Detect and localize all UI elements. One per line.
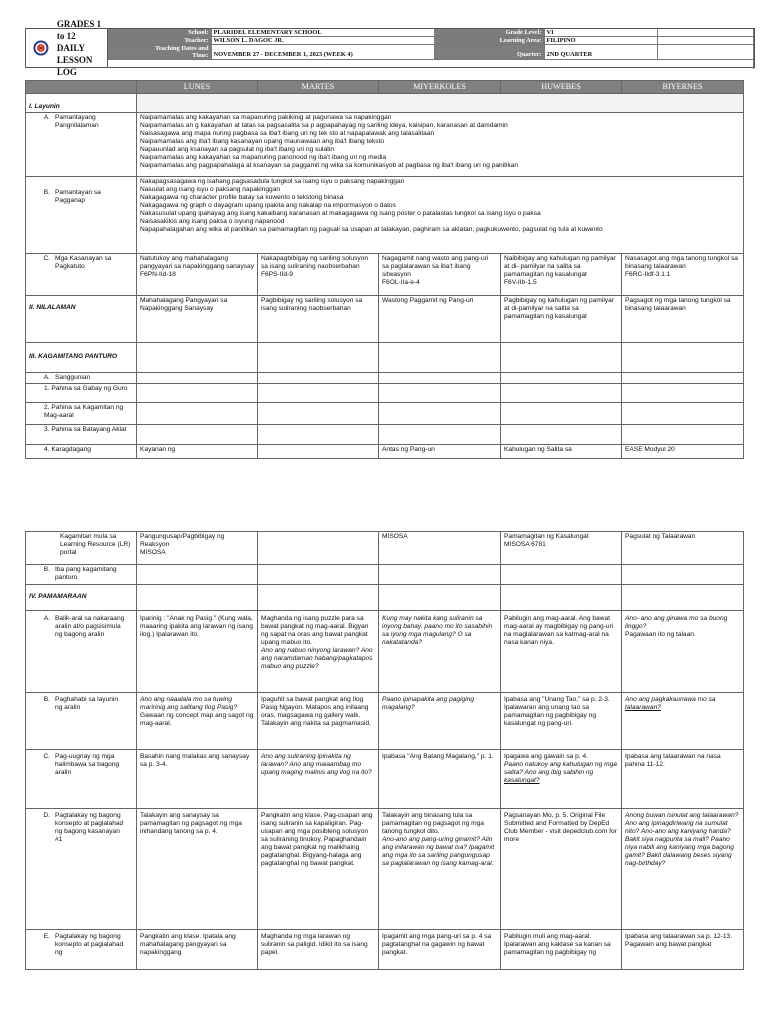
empty-cell	[379, 585, 501, 611]
empty-cell	[137, 565, 258, 585]
cell-text: Maghanda ng isang puzzle para sa bawat pangkat ng mag-aaral. Bigyan ng sapat na oras ang bawat pangkat upang mabuo ito.	[261, 615, 369, 647]
content-line: Naisasakilos ang isang paksa o isyung napanood	[140, 218, 285, 226]
activity-cell: Maghanda ng mga larawan ng suliranin sa paligid. Idikit ito sa isang papel.	[258, 930, 379, 970]
header-spacer	[108, 60, 754, 69]
sanggunian-row	[26, 373, 744, 384]
empty-cell	[622, 343, 744, 373]
kasanayan-row	[26, 254, 744, 296]
row-label	[26, 611, 137, 693]
activity-cell	[622, 611, 744, 693]
cell-text-italic: Paano natukoy ang kahulugan ng mga salita? Ano ang ibig sabihin ng kasalungat?	[504, 761, 617, 785]
content-line: Naipamamalas ang kakayahan sa mapanuring panonood ng iba't ibang uri ng media	[140, 154, 387, 162]
pagtalakay-1-row	[26, 809, 744, 930]
document-header	[25, 18, 743, 78]
row-label-text: Paghahabi sa layunin ng aralin	[55, 696, 119, 712]
day-header-blank	[26, 81, 137, 94]
cell-code: F6PS-IId-9	[261, 271, 293, 279]
activity-cell: Pabilugin ang mag-aaral. Ang bawat mag-aaral ay magbibigay ng pang-uri na maglalarawan sa katmag-aral na nasa kanan niya.	[501, 611, 622, 693]
pamantayang-pangnilalaman-row	[26, 113, 744, 177]
lr-portal-cell	[501, 532, 622, 565]
activity-cell: Pangkatin ang klase. Pag-usapan ang isang suliranin sa kapaligiran. Pag-usapan ang mga posibleng solusyon sa suliraning tinukoy. Papaghandain ang bawat pangkat ng malikhaing pagtatanghal. Bigyang-halaga ang pagtatanghal ng bawat pangkat.	[258, 809, 379, 930]
row-label-text: Sanggunian	[55, 374, 91, 381]
content-line: Nakagagawa ng graph o dayagram upang ipakita ang nakalap na impormasyon o datos	[140, 202, 396, 210]
row-label	[26, 177, 137, 254]
grade-level-label: Grade Level:	[435, 29, 545, 37]
cell-text: Pangungusap/Pagbibigay ng Reaksyon	[140, 533, 225, 549]
pamantayang-pangnilalaman-content	[137, 113, 744, 177]
cell-text: MISOSA	[382, 533, 408, 540]
empty-cell	[137, 384, 258, 403]
lr-portal-cell	[379, 532, 501, 565]
activity-cell: Ipabasa ang talaarawan sa p. 12-13. Pagawain ang bawat pangkat	[622, 930, 744, 970]
cell-text-italic: Ano ang nabuo ninyong larawan? Ano ang naramdaman habang/pagkatapos mabuo ang puzzle?	[261, 647, 373, 671]
activity-cell: Pabilugin muli ang mag-aaral. Ipalarawan ang kaklase sa kanan sa pamamagitan ng pagbibigay ng	[501, 930, 622, 970]
activity-cell: Paano ipinapakita ang pagiging magalang?	[379, 693, 501, 750]
day-header: BIYERNES	[622, 81, 744, 94]
content-line: Naipamamalas ang iba't ibang kasanayan upang maunawaan ang iba't ibang teksto	[140, 138, 385, 146]
activity-cell: Talakayin ang sanaysay sa pamamagitan ng pagsagot ng mga inihandang tanong sa p. 4.	[137, 809, 258, 930]
lesson-log-table-continued	[25, 531, 744, 970]
row-key: C.	[43, 255, 50, 262]
section-spacer	[137, 94, 744, 113]
content-line: Napapahalagahan ang wika at panitikan sa pamamagitan ng pagsali sa usapan at talakayan, paghiram sa aklatan, pagkukuwento, pagsulat ng tula at kuwento	[140, 226, 603, 234]
teaching-dates-value: NOVEMBER 27 - DECEMBER 1, 2023 (WEEK 4)	[212, 45, 435, 60]
empty-cell	[379, 565, 501, 585]
cell-text: Nagagamit nang wasto ang pang-uri sa paglalarawan sa iba't ibang sitwasyon	[382, 255, 489, 279]
pamantayan-sa-pagganap-row	[26, 177, 744, 254]
lesson-log-table	[25, 80, 744, 459]
row-label	[26, 565, 137, 585]
empty-cell	[379, 403, 501, 425]
row-key: A.	[43, 374, 50, 381]
empty-cell	[622, 425, 744, 445]
paghahabi-row	[26, 693, 744, 750]
iba-pang-kagamitan-row	[26, 565, 744, 585]
teaching-dates-label	[108, 45, 212, 60]
batayang-aklat-row	[26, 425, 744, 445]
empty-cell	[258, 373, 379, 384]
kasanayan-cell	[622, 254, 744, 296]
nilalaman-cell: Mahahalagang Pangyayari sa Napakinggang Sanaysay	[137, 296, 258, 343]
activity-cell: Pagsanayan Mo, p. 5. Original File Submitted and Formatted by DepEd Club Member - visit depedclub.com for more	[501, 809, 622, 930]
empty-cell	[622, 585, 744, 611]
lr-portal-cell	[622, 532, 744, 565]
cell-text: Pagawaan ito ng talaan.	[625, 631, 696, 639]
content-line: Naipamamalas ang kakayahan sa mapanuring pakikinig at pagunawa sa napakinggan	[140, 114, 392, 121]
empty-cell	[258, 403, 379, 425]
row-label	[26, 254, 137, 296]
section-title: IV. PAMAMARAAN	[26, 585, 137, 611]
cell-text-italic: Ano-ano ang pang-uring ginamit? Alin ang inilarawan ng bawat isa? Ipagamit ang mga ito sa sariling pangungusap sa paglalarawan ng isang kamag-aral.	[382, 836, 495, 868]
cell-text: Talakayin ang binasang tula sa pamamagitan ng pagsagot ng mga tanong tungkol dito.	[382, 812, 484, 836]
empty-cell	[258, 565, 379, 585]
empty-cell	[501, 373, 622, 384]
header-info-grid	[107, 28, 755, 68]
activity-cell: Ipabasa ang "Unang Tao," sa p. 2-3. Ipalawaran ang unang tao sa pamamagitan ng pagbibigay ng kasalungat ng pang-uri.	[501, 693, 622, 750]
empty-cell	[379, 373, 501, 384]
days-header-row	[26, 81, 744, 94]
underlined-term: talaarawan?	[625, 704, 661, 712]
day-header: MIYERKOLES	[379, 81, 501, 94]
grade-level-value: VI	[545, 29, 658, 37]
cell-text: Natutukoy ang mahahalagang pangyayari sa napakinggang sanaysay	[140, 255, 255, 271]
kasanayan-cell	[501, 254, 622, 296]
empty-cell	[501, 425, 622, 445]
row-label-text: Mga Kasanayan sa Pagkatuto	[55, 255, 112, 271]
activity-cell: Basahin nang malakas ang sanaysay sa p. 3-4.	[137, 750, 258, 809]
nilalaman-cell: Pagbibigay ng sariling solusyon sa isang suliraning naobserbahan	[258, 296, 379, 343]
day-header: HUWEBES	[501, 81, 622, 94]
row-label-text: Pamantayan sa Pagganap	[55, 189, 101, 205]
grades-label: GRADES 1 to 12	[56, 18, 102, 41]
row-label-text: Pagtalakay ng bagong konsepto at paglalahad ng	[55, 933, 124, 957]
cell-text: Nakapagbibigay ng sariling solusyon sa isang suliraning naobserbahan	[261, 255, 369, 271]
activity-cell	[258, 611, 379, 693]
row-key: B.	[43, 696, 50, 703]
empty-cell	[379, 343, 501, 373]
empty-cell	[137, 343, 258, 373]
lr-portal-row	[26, 532, 744, 565]
row-label-text: Pag-uugnay ng mga halimbawa sa bagong aralin	[55, 753, 120, 777]
row-label-text: Pamantayang Pangnilalaman	[55, 114, 99, 130]
content-line: Naisasagawa ang mapa nuring pagbasa sa iba't ibang uri ng tek sto at napapalawak ang talasalitaan	[140, 130, 435, 138]
row-label: 3. Pahina sa Batayang Aklat	[26, 425, 137, 445]
empty-cell	[379, 384, 501, 403]
lr-portal-cell	[137, 532, 258, 565]
row-label: 1. Pahina sa Gabay ng Guro	[26, 384, 137, 403]
karagdagang-cell	[258, 445, 379, 459]
content-line: Naipamamalas an g kakayahan at tatas sa pagsasalita sa p agpapahayag ng sariling ideya, kaisipan, karanasan at damdamin	[140, 122, 508, 130]
empty-cell	[622, 373, 744, 384]
activity-cell	[137, 693, 258, 750]
empty-cell	[137, 425, 258, 445]
content-line: Naiuulat ang isang isyu o paksang napakinggan	[140, 186, 281, 194]
karagdagang-row	[26, 445, 744, 459]
activity-cell: Ipagamit ang mga pang-uri sa p. 4 sa pagtatanghal na gagawin ng bawat pangkat.	[379, 930, 501, 970]
learning-area-label: Learning Area:	[435, 37, 545, 45]
quarter-value: 2ND QUARTER	[545, 45, 658, 60]
row-key: E.	[43, 933, 50, 940]
karagdagang-cell: Antas ng Pang-uri	[379, 445, 501, 459]
empty-cell	[258, 384, 379, 403]
nilalaman-cell: Wastong Paggamit ng Pang-uri	[379, 296, 501, 343]
row-key: D.	[43, 812, 50, 819]
section-title: I. Layunin	[26, 94, 137, 113]
cell-text: Naibibigay ang kahulugan ng pamilyar at di- pamilyar na salita sa pamamagitan ng kasalungat	[504, 255, 616, 279]
empty-cell	[137, 585, 258, 611]
cell-text: Pagsulat ng Talaarawan	[625, 533, 696, 540]
empty-cell	[258, 343, 379, 373]
quarter-label: Quarter:	[435, 45, 545, 60]
row-label	[26, 373, 137, 384]
cell-text-italic: Ano ang naaalala mo sa tuwing maririnig ang salitang Ilog Pasig?	[140, 696, 238, 712]
kagamitan-ng-mag-aaral-row	[26, 403, 744, 425]
activity-cell: Ipabasa "Ang Batang Magalang," p. 1.	[379, 750, 501, 809]
karagdagang-cell: EASE Modyul 20	[622, 445, 744, 459]
row-label: 4. Karagdagang	[26, 445, 137, 459]
empty-cell	[658, 29, 754, 37]
kasanayan-cell	[137, 254, 258, 296]
school-label: School:	[108, 29, 212, 37]
lesson-log-page-1	[25, 18, 743, 459]
day-header: MARTES	[258, 81, 379, 94]
activity-cell	[379, 809, 501, 930]
row-label	[26, 809, 137, 930]
pagtalakay-2-row	[26, 930, 744, 970]
lr-portal-cell	[258, 532, 379, 565]
row-label: 2. Pahina sa Kagamitan ng Mag-aaral	[26, 403, 137, 425]
teacher-value: WILSON L. DAGOC JR.	[212, 37, 435, 45]
activity-cell	[501, 750, 622, 809]
pamantayan-sa-pagganap-content	[137, 177, 744, 254]
cell-text-italic: Ano- ano ang ginawa mo sa buong linggo?	[625, 615, 728, 631]
karagdagang-cell: Kahulugan ng Salita sa	[501, 445, 622, 459]
day-header: LUNES	[137, 81, 258, 94]
nilalaman-row	[26, 296, 744, 343]
activity-cell: Anong buwan isinulat ang talaarawan? Ano ang ipinagdiriwang na sumulat nito? Ano-ano ang kaniyang handa? Bakit siya nagpunta sa mall? Paano niya nabili ang kaniyang mga bagong gamit? Bakit dalawang beses siyang nag-birthday?	[622, 809, 744, 930]
cell-text: Nasasagot ang mga tanong tungkol sa binasang talaarawan	[625, 255, 738, 271]
balik-aral-row	[26, 611, 744, 693]
content-line: Napauunlad ang ksanayan sa pagsulat ng iba't ibang uri ng sulatin	[140, 146, 335, 154]
header-title-block	[25, 18, 107, 78]
empty-cell	[137, 373, 258, 384]
section-title: II. NILALAMAN	[26, 296, 137, 343]
empty-cell	[658, 45, 754, 60]
empty-cell	[658, 37, 754, 45]
content-line: Nakagagawa ng character profile batay sa kuwento o tekstong binasa	[140, 194, 344, 202]
empty-cell	[501, 403, 622, 425]
cell-text: MISOSA 6781	[504, 541, 546, 549]
row-key: A.	[43, 114, 50, 121]
cell-text-italic: Ano ang pagkakaunawa mo sa	[625, 696, 716, 703]
content-line: Nakapagsasagawa ng isahang pagsasadula tungkol sa isang isyu o paksang napakinggan	[140, 178, 405, 185]
nilalaman-cell: Pagsagot ng mga tanong tungkol sa binasang talaarawan	[622, 296, 744, 343]
section-title: III. KAGAMITANG PANTURO	[26, 343, 137, 373]
teacher-label: Teacher:	[108, 37, 212, 45]
activity-cell: Iparinig : "Anak ng Pasig." (Kung wala, maaaring ipakita ang larawan ng isang ilog.) Ipalarawan ito.	[137, 611, 258, 693]
kasanayan-cell	[379, 254, 501, 296]
kasanayan-cell	[258, 254, 379, 296]
cell-code: F6PN-IId-18	[140, 271, 176, 279]
row-label-text: Iba pang kagamitang panturo	[55, 566, 117, 582]
row-label	[26, 930, 137, 970]
empty-cell	[501, 343, 622, 373]
gabay-ng-guro-row	[26, 384, 744, 403]
empty-cell	[622, 403, 744, 425]
empty-cell	[379, 425, 501, 445]
kagamitan-row	[26, 343, 744, 373]
cell-code: F6OL-IIa-e-4	[382, 279, 420, 287]
activity-cell: Ano ang suliraning ipinakita ng larawan? Ano ang maiaambag mo upang maging malinis ang ilog na ito?	[258, 750, 379, 809]
empty-cell	[501, 565, 622, 585]
deped-seal-icon	[33, 34, 49, 62]
pag-uugnay-row	[26, 750, 744, 809]
empty-cell	[137, 403, 258, 425]
row-label	[26, 113, 137, 177]
cell-code: F6V-IIb-1.5	[504, 279, 537, 287]
activity-cell: Pangkatin ang klase. Ipatala ang mahahalagang pangyayari sa napakinggang	[137, 930, 258, 970]
activity-cell: Ipabasa ang talaarawan na nasa pahina 11-12.	[622, 750, 744, 809]
cell-text: MISOSA	[140, 549, 166, 557]
row-key: B.	[43, 189, 50, 196]
cell-text: Gawaan ng concept map ang sagot ng mag-aaral.	[140, 712, 254, 728]
nilalaman-cell: Pagbibigay ng kahulugan ng pamilyar at di-pamilyar na salita sa pamamagitan ng kasalungat	[501, 296, 622, 343]
log-title: DAILY LESSON LOG	[56, 42, 93, 78]
row-key: A.	[43, 615, 50, 622]
empty-cell	[258, 425, 379, 445]
row-label	[26, 693, 137, 750]
row-key: B.	[43, 566, 50, 573]
empty-cell	[501, 585, 622, 611]
row-label	[26, 750, 137, 809]
empty-cell	[622, 384, 744, 403]
cell-text: Pamamagitan ng Kasalungat	[504, 533, 589, 540]
karagdagang-cell: Kayarian ng	[137, 445, 258, 459]
empty-cell	[501, 384, 622, 403]
row-label-text: Balik-aral sa nakaraang aralin at/o pagsisimula ng bagong aralin	[55, 615, 125, 639]
lesson-log-page-2	[25, 531, 743, 970]
school-value: PLARIDEL ELEMENTARY SCHOOL	[212, 29, 435, 37]
cell-code: F6RC-IIdf-3.1.1	[625, 271, 671, 279]
content-line: Naipamamalas ang pagpapahalaga at ksanayan sa paggamit ng wika sa komunikasyob at pagbasa ng iba't ibang uri ng panitikan	[140, 162, 519, 170]
row-key: C.	[43, 753, 50, 760]
layunin-row	[26, 94, 744, 113]
empty-cell	[258, 585, 379, 611]
learning-area-value: FILIPINO	[545, 37, 658, 45]
row-label: Kagamitan mula sa Learning Resource (LR) portal	[26, 532, 137, 565]
empty-cell	[622, 565, 744, 585]
row-label-text: Pagtalakay ng bagong konsepto at paglalahad ng bagong kasanayan #1	[55, 812, 124, 844]
activity-cell: Kung may nakita kang suliranin sa inyong bahay, paano mo ito sasabihin sa iyong mga magulang? O sa nakatatanda?	[379, 611, 501, 693]
pamamaraan-row	[26, 585, 744, 611]
activity-cell	[622, 693, 744, 750]
cell-text: Ipagawa ang gawain sa p. 4.	[504, 753, 588, 760]
activity-cell: Ipaguhit sa bawat pangkat ang Ilog Pasig Ngayon. Matapos ang inilaang oras, magsagawa ng gallery walk. Talakayin ang nakita sa pagmamasid.	[258, 693, 379, 750]
teaching-dates-label-line2: Time:	[192, 52, 209, 59]
teaching-dates-label-line1: Teaching Dates and	[155, 45, 209, 52]
content-line: Nakasusulat upang ipahayag ang isang kakaibang karanasan at makagagawa ng isang poster o patalastas tungkol sa isang isyu o paksa	[140, 210, 541, 218]
